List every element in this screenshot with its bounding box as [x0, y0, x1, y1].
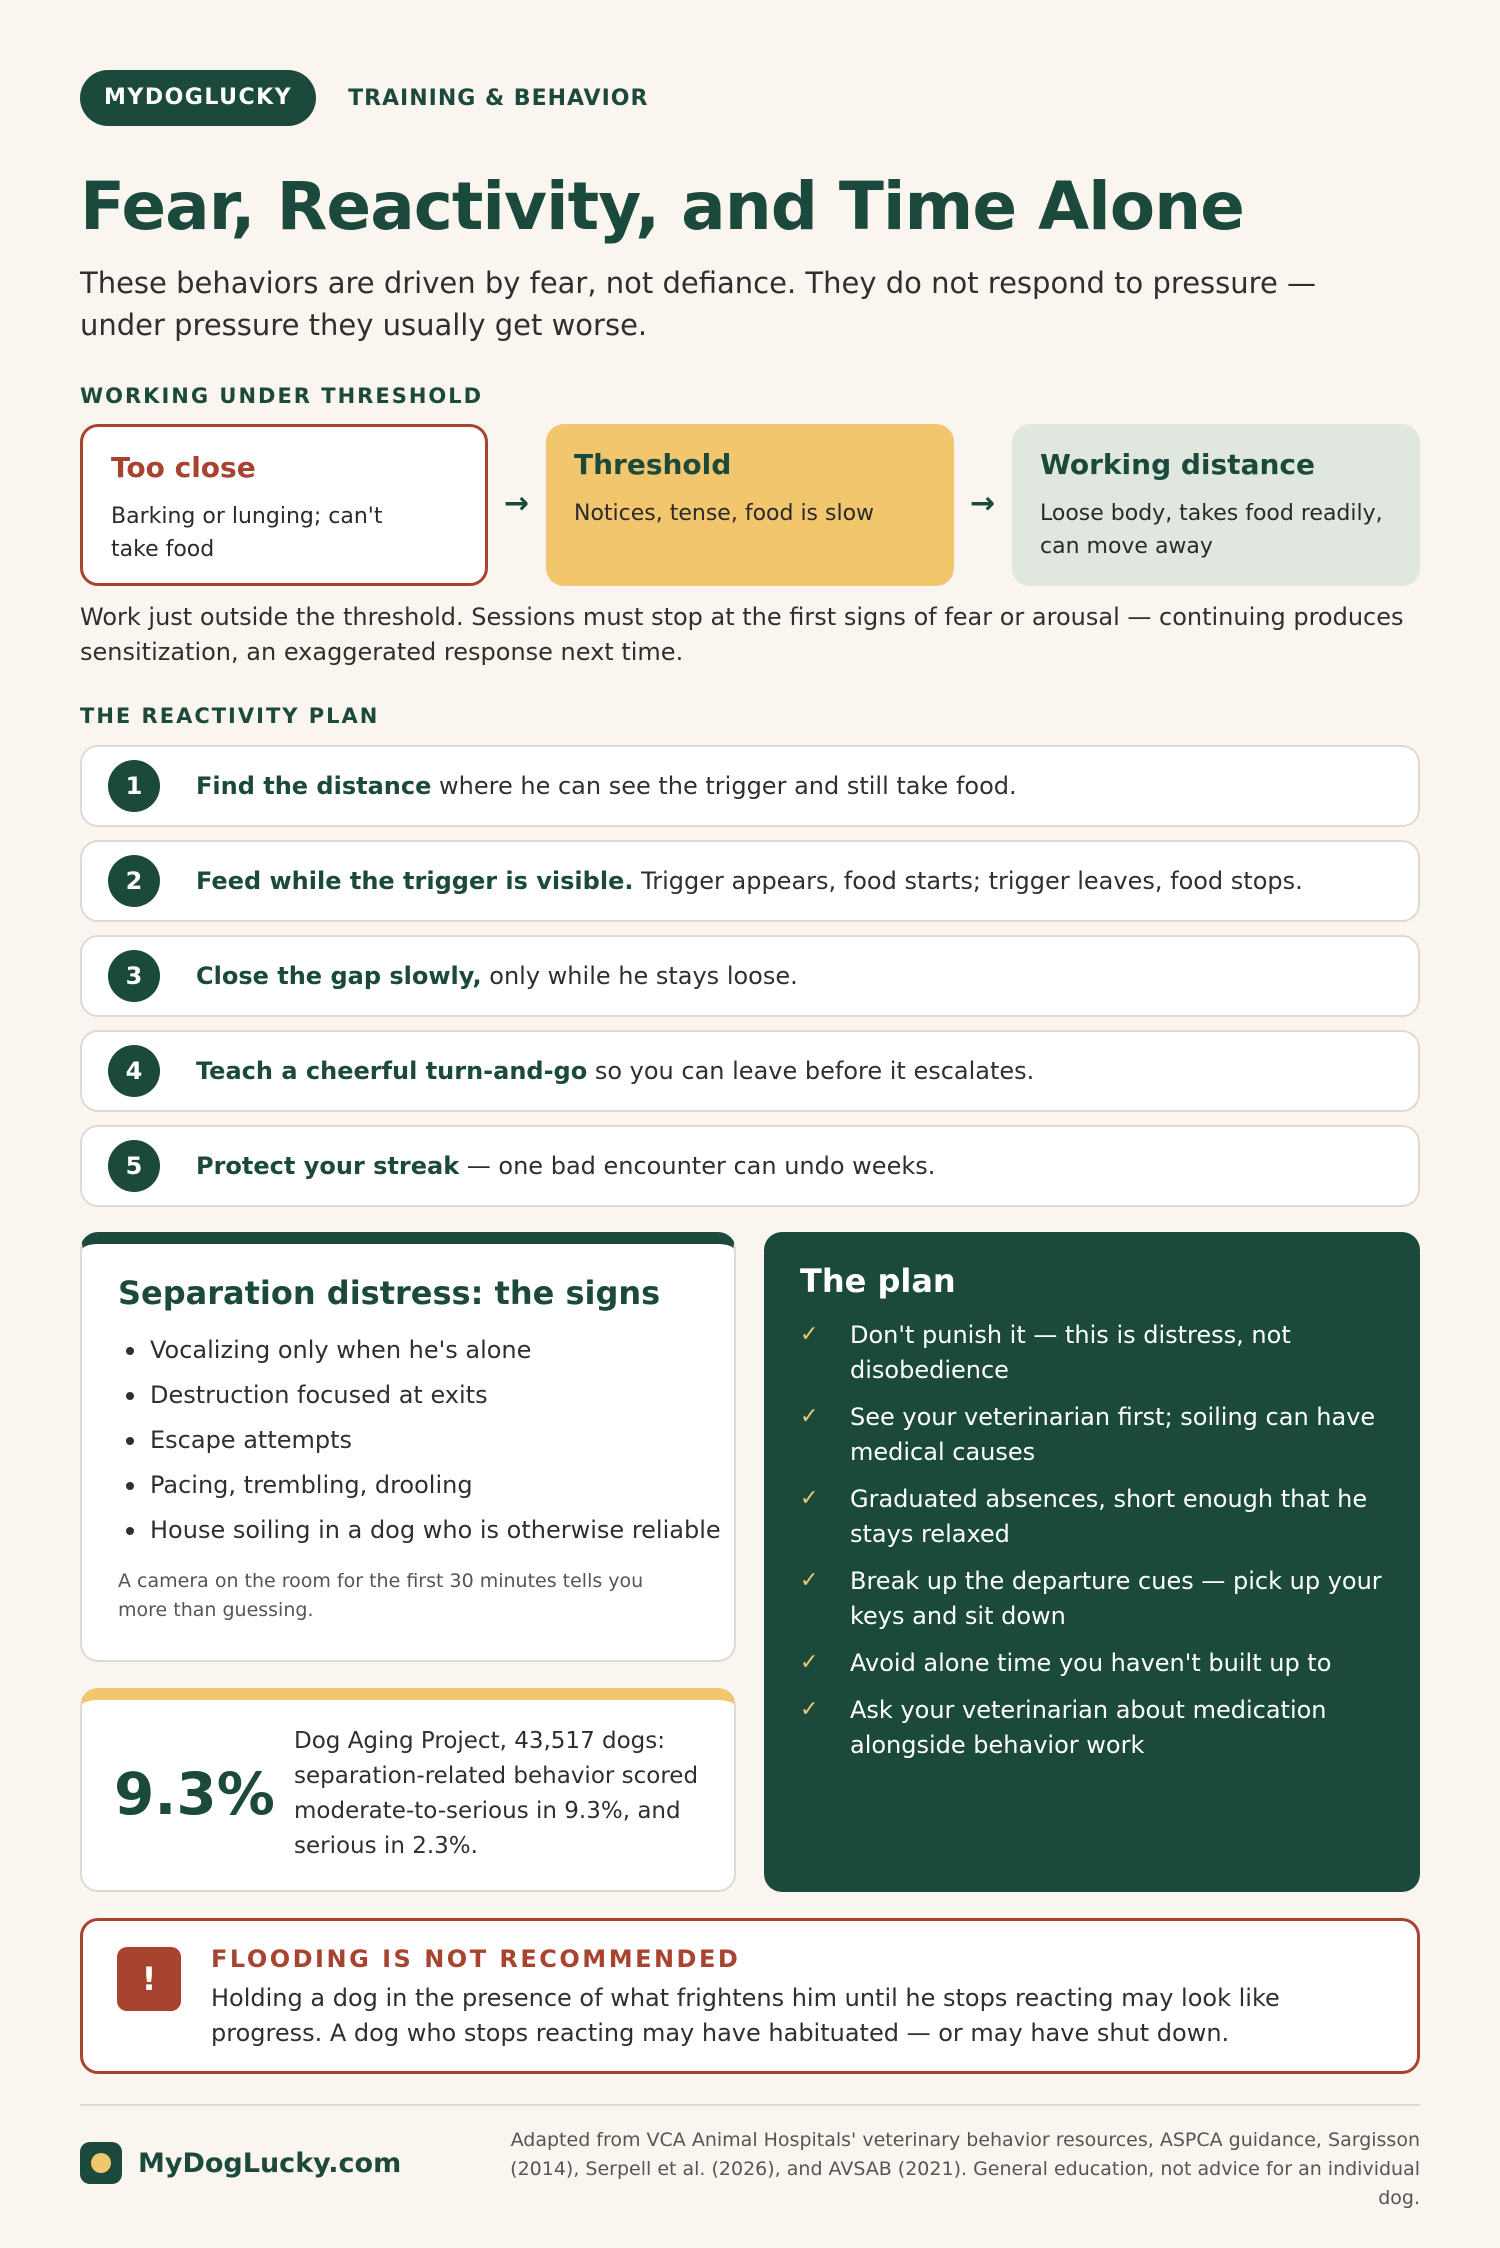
plan-item — [800, 1564, 1384, 1634]
alert-text: Holding a dog in the presence of what frightens him until he stops reacting may look like progress. A dog who stops reacting may have habituated — or may have shut down. — [211, 1984, 1280, 2047]
step-number: 1 — [108, 760, 160, 812]
threshold-box-threshold — [546, 424, 954, 586]
check-icon: ✓ — [800, 1697, 819, 1722]
threshold-box-title: Working distance — [1040, 448, 1315, 481]
separation-note: A camera on the room for the first 30 minutes tells you more than guessing. — [118, 1570, 644, 1621]
step-rest: — one bad encounter can undo weeks. — [459, 1152, 936, 1180]
step-bold: Protect your streak — [196, 1152, 460, 1180]
stat-text: Dog Aging Project, 43,517 dogs: separation-related behavior scored moderate-to-serious in 9.3%, and serious in 2.3%. — [294, 1728, 699, 1859]
plan-step-2 — [80, 840, 1420, 922]
list-item: Pacing, trembling, drooling — [118, 1463, 698, 1508]
footer-site-link[interactable]: MyDogLucky.com — [138, 2147, 402, 2179]
step-text — [196, 867, 1303, 895]
step-text — [196, 772, 1017, 800]
exclamation-icon: ! — [117, 1947, 181, 2011]
step-text — [196, 962, 798, 990]
stat-value: 9.3% — [114, 1760, 275, 1828]
threshold-box-too-close — [80, 424, 488, 586]
separation-signs-card — [80, 1232, 736, 1662]
check-icon: ✓ — [800, 1404, 819, 1429]
list-item: Vocalizing only when he's alone — [118, 1328, 698, 1373]
plan-card-title: The plan — [800, 1262, 956, 1300]
plan-item-text: Ask your veterinarian about medication alongside behavior work — [850, 1696, 1327, 1759]
plan-item — [800, 1482, 1384, 1552]
logo-icon — [80, 2142, 122, 2184]
list-item: Escape attempts — [118, 1418, 698, 1463]
step-bold: Find the distance — [196, 772, 432, 800]
step-text — [196, 1152, 935, 1180]
alert-title: FLOODING IS NOT RECOMMENDED — [211, 1945, 741, 1973]
threshold-box-title: Threshold — [574, 448, 732, 481]
threshold-box-text: Barking or lunging; can't take food — [111, 504, 383, 562]
reactivity-plan-kicker: THE REACTIVITY PLAN — [80, 704, 380, 728]
plan-item-text: Avoid alone time you haven't built up to — [850, 1649, 1332, 1677]
step-rest: Trigger appears, food starts; trigger leaves, food stops. — [633, 867, 1303, 895]
section-tag[interactable]: TRAINING & BEHAVIOR — [348, 85, 649, 111]
plan-item-text: See your veterinarian first; soiling can have medical causes — [850, 1403, 1376, 1466]
plan-item-text: Break up the departure cues — pick up your keys and sit down — [850, 1567, 1382, 1630]
plan-step-4 — [80, 1030, 1420, 1112]
footer-logo[interactable] — [80, 2142, 401, 2184]
stat-card — [80, 1688, 736, 1892]
separation-title: Separation distress: the signs — [118, 1274, 661, 1312]
check-icon: ✓ — [800, 1486, 819, 1511]
threshold-box-text: Notices, tense, food is slow — [574, 501, 875, 526]
plan-step-3 — [80, 935, 1420, 1017]
list-item: House soiling in a dog who is otherwise reliable — [118, 1508, 698, 1553]
check-icon: ✓ — [800, 1568, 819, 1593]
page-title: Fear, Reactivity, and Time Alone — [80, 168, 1244, 245]
page-subtitle: These behaviors are driven by fear, not defiance. They do not respond to pressure — under pressure they usually get worse. — [80, 266, 1316, 342]
check-icon: ✓ — [800, 1322, 819, 1347]
step-rest: so you can leave before it escalates. — [587, 1057, 1035, 1085]
threshold-diagram — [80, 424, 1420, 586]
step-rest: where he can see the trigger and still take food. — [431, 772, 1017, 800]
plan-item-text: Graduated absences, short enough that he stays relaxed — [850, 1485, 1368, 1548]
arrow-right-icon: → — [970, 486, 996, 521]
step-text — [196, 1057, 1034, 1085]
plan-item-text: Don't punish it — this is distress, not disobedience — [850, 1321, 1291, 1384]
threshold-box-text: Loose body, takes food readily, can move away — [1040, 501, 1383, 559]
step-number: 3 — [108, 950, 160, 1002]
plan-step-5 — [80, 1125, 1420, 1207]
header — [80, 70, 648, 126]
threshold-note: Work just outside the threshold. Sessions must stop at the first signs of fear or arousal — continuing produces sensitization, an exaggerated response next time. — [80, 603, 1404, 666]
check-icon: ✓ — [800, 1650, 819, 1675]
plan-item — [800, 1693, 1384, 1763]
brand-pill[interactable]: MYDOGLUCKY — [80, 70, 316, 126]
flooding-alert — [80, 1918, 1420, 2074]
step-rest: only while he stays loose. — [481, 962, 798, 990]
step-number: 5 — [108, 1140, 160, 1192]
footer-source: Adapted from VCA Animal Hospitals' veterinary behavior resources, ASPCA guidance, Sargisson (2014), Serpell et al. (2026), and AVSAB (2021). General education, not advice for an individual dog. — [510, 2129, 1420, 2209]
footer-divider — [80, 2104, 1420, 2106]
list-item: Destruction focused at exits — [118, 1373, 698, 1418]
step-number: 4 — [108, 1045, 160, 1097]
separation-signs-list — [118, 1328, 721, 1553]
step-bold: Feed while the trigger is visible. — [196, 867, 634, 895]
plan-item — [800, 1400, 1384, 1470]
plan-item — [800, 1318, 1384, 1388]
step-bold: Close the gap slowly, — [196, 962, 482, 990]
plan-step-1 — [80, 745, 1420, 827]
plan-card — [764, 1232, 1420, 1892]
arrow-right-icon: → — [504, 486, 530, 521]
threshold-box-working-distance — [1012, 424, 1420, 586]
plan-item — [800, 1646, 1384, 1681]
threshold-box-title: Too close — [111, 451, 256, 484]
step-number: 2 — [108, 855, 160, 907]
step-bold: Teach a cheerful turn-and-go — [196, 1057, 588, 1085]
threshold-kicker: WORKING UNDER THRESHOLD — [80, 384, 484, 408]
